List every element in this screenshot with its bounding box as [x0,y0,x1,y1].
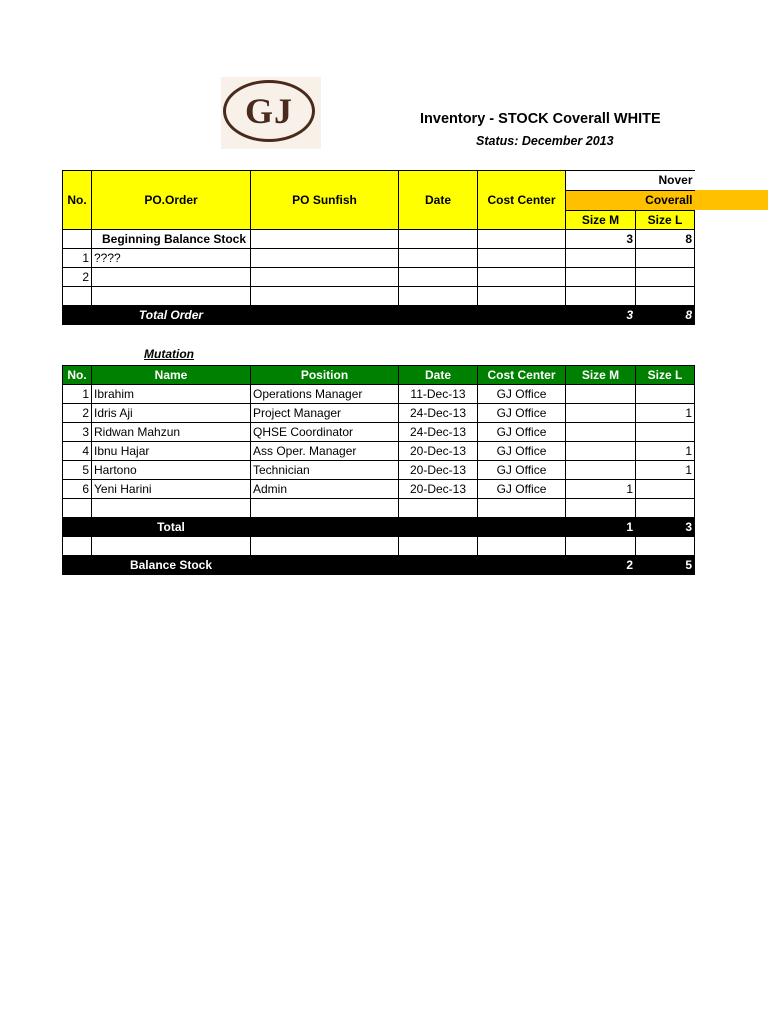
col-header-cost-center: Cost Center [478,171,566,230]
row-size-m [566,442,636,461]
col-header-size-m: Size M [566,366,636,385]
row-date: 20-Dec-13 [399,461,478,480]
total-order-size-m: 3 [566,306,636,325]
mutation-total-label: Total [92,518,251,537]
row-no: 4 [63,442,92,461]
row-date: 11-Dec-13 [399,385,478,404]
balance-stock-row [63,556,695,575]
table-row [63,442,695,461]
col-header-size-l: Size L [636,366,695,385]
coverall-header-extension [694,190,768,210]
mutation-label: Mutation [144,347,194,361]
total-order-label: Total Order [92,306,251,325]
row-no: 1 [63,385,92,404]
balance-size-l: 5 [636,556,695,575]
row-size-l: 1 [636,442,695,461]
row-no: 2 [63,268,92,287]
col-header-no: No. [63,171,92,230]
col-header-cost-center: Cost Center [478,366,566,385]
row-date: 20-Dec-13 [399,480,478,499]
row-no: 5 [63,461,92,480]
balance-size-m: 2 [566,556,636,575]
mutation-total-size-m: 1 [566,518,636,537]
row-cost-center: GJ Office [478,442,566,461]
row-position: Operations Manager [251,385,399,404]
mutation-total-row [63,518,695,537]
total-order-row [63,306,695,325]
mutation-header-row [63,366,695,385]
row-size-m [566,404,636,423]
row-name: Ibnu Hajar [92,442,251,461]
status-text: Status: December 2013 [476,134,614,148]
row-name: Ridwan Mahzun [92,423,251,442]
table-row [63,461,695,480]
row-size-m [566,423,636,442]
balance-stock-label: Balance Stock [92,556,251,575]
row-no: 3 [63,423,92,442]
beginning-size-m: 3 [566,230,636,249]
col-header-size-l: Size L [636,211,695,230]
beginning-row [63,230,695,249]
row-po-order [92,268,251,287]
logo-text: GJ [223,80,315,142]
row-position: Admin [251,480,399,499]
mutation-total-size-l: 3 [636,518,695,537]
row-po-order: ???? [92,249,251,268]
table-row [63,480,695,499]
row-cost-center: GJ Office [478,461,566,480]
total-order-size-l: 8 [636,306,695,325]
row-date: 24-Dec-13 [399,423,478,442]
row-size-m: 1 [566,480,636,499]
col-header-position: Position [251,366,399,385]
row-position: Technician [251,461,399,480]
row-name: Hartono [92,461,251,480]
col-header-no: No. [63,366,92,385]
row-size-m [566,461,636,480]
table-row-empty [63,287,695,306]
row-name: Idris Aji [92,404,251,423]
group-label: Coverall [566,191,695,211]
period-label: Nover [566,171,695,191]
col-header-date: Date [399,366,478,385]
table-row-empty [63,499,695,518]
table-row-empty [63,537,695,556]
row-cost-center: GJ Office [478,480,566,499]
col-header-name: Name [92,366,251,385]
mutation-table [62,365,695,575]
row-position: QHSE Coordinator [251,423,399,442]
row-no: 6 [63,480,92,499]
col-header-date: Date [399,171,478,230]
row-size-l [636,423,695,442]
row-size-l [636,480,695,499]
row-size-m [566,385,636,404]
row-position: Ass Oper. Manager [251,442,399,461]
col-header-po-order: PO.Order [92,171,251,230]
table-row [63,423,695,442]
row-no: 2 [63,404,92,423]
row-cost-center: GJ Office [478,385,566,404]
row-no: 1 [63,249,92,268]
row-position: Project Manager [251,404,399,423]
row-size-l [636,385,695,404]
row-cost-center: GJ Office [478,404,566,423]
company-logo [221,77,321,149]
table-row [63,268,695,287]
table-row [63,385,695,404]
beginning-size-l: 8 [636,230,695,249]
col-header-size-m: Size M [566,211,636,230]
table-row [63,249,695,268]
row-cost-center: GJ Office [478,423,566,442]
row-name: Yeni Harini [92,480,251,499]
beginning-label: Beginning Balance Stock [92,230,251,249]
row-date: 24-Dec-13 [399,404,478,423]
col-header-po-sunfish: PO Sunfish [251,171,399,230]
row-size-l: 1 [636,404,695,423]
page-title: Inventory - STOCK Coverall WHITE [420,111,661,127]
row-date: 20-Dec-13 [399,442,478,461]
order-table [62,170,695,325]
row-name: Ibrahim [92,385,251,404]
table-row [63,404,695,423]
row-size-l: 1 [636,461,695,480]
